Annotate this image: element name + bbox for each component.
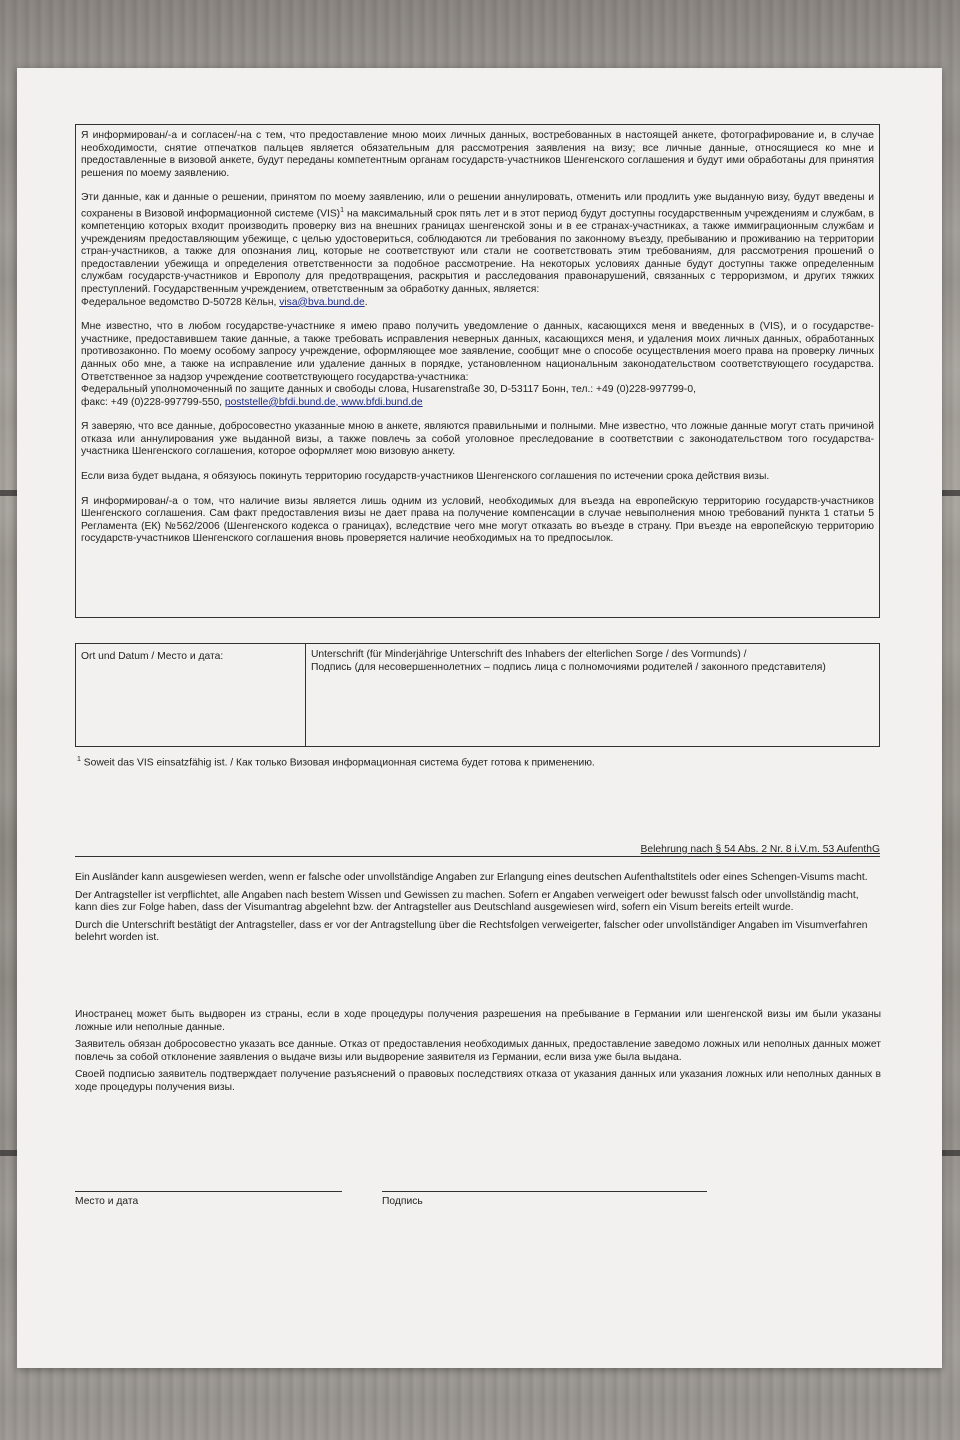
supervisor-fax-line (81, 397, 874, 410)
supervisor-fax: факс: +49 (0)228-997799-550, (81, 396, 225, 408)
authority-email-link[interactable]: visa@bva.bund.de (279, 296, 365, 308)
signature-table (75, 643, 880, 747)
place-date-label: Ort und Datum / Место и дата: (81, 651, 224, 662)
consent-paragraph-2 (81, 192, 874, 296)
signature-line[interactable] (382, 1191, 707, 1192)
document-page (17, 68, 942, 1368)
german-paragraph-3: Durch die Unterschrift bestätigt der Antragsteller, dass er vor der Antragstellung über die Rechtsfolgen verweigerter, falscher oder unvollständiger Angaben im Visumverfahren belehrt worden ist. (75, 919, 868, 944)
consent-paragraph-4: Я заверяю, что все данные, добросовестно указанные мною в анкете, являются правильными и полными. Мне известно, что ложные данные могут стать причиной отказа или аннулирования уже выданной визы, а также повлечь за собой уголовное преследование в соответствии с законодательством того государства-участника Шенгенского соглашения, которое оформляет мою визовую анкету. (81, 421, 874, 458)
consent-paragraph-6: Я информирован/-а о том, что наличие визы является лишь одним из условий, необходимых для въезда на европейскую территорию государств-участников Шенгенского соглашения. Сам факт предоставления визы не дает права на получение компенсации в случае невыполнения мною требований пункта 1 статьи 5 Регламента (ЕК) №562/2006 (Шенгенского кодекса о границах), вследствие чего мне могут отказать во въезде в страну. При въезде на европейскую территорию государств-участников Шенгенского соглашения вновь проверяется наличие необходимых на то предпосылок. (81, 495, 874, 545)
place-date-cell[interactable] (76, 644, 306, 746)
signature-cell[interactable] (306, 644, 879, 746)
signature-sign-label: Подпись (382, 1196, 423, 1207)
footnote-ref: 1 (340, 206, 345, 214)
belehrung-title: Belehrung nach § 54 Abs. 2 Nr. 8 i.V.m. 53 AufenthG (640, 844, 880, 855)
place-date-sign-label: Место и дата (75, 1196, 139, 1207)
consent-paragraph-5: Если виза будет выдана, я обязуюсь покинуть территорию государств-участников Шенгенского соглашения по истечении срока действия визы. (81, 471, 770, 483)
footnote-text: Soweit das VIS einsatzfähig ist. / Как только Визовая информационная система будет готова к применению. (80, 757, 595, 769)
consent-box (75, 124, 880, 618)
supervisor-contact: Федеральный уполномоченный по защите данных и свободы слова, Husarenstraße 30, D-53117 Бонн, тел.: +49 (0)228-997799-0, (81, 384, 696, 396)
consent-paragraph-1: Я информирован/-а и согласен/-на с тем, что предоставление мною моих личных данных, востребованных в настоящей анкете, фотографирование и, в случае необходимости, снятие отпечатков пальцев является обязательным для рассмотрения заявления на визу; все личные данные, относящиеся ко мне и предоставленные в визовой анкете, будут переданы компетентным органам государств-участников Шенгенского соглашения и будут ими обработаны для принятия решения по моему заявлению. (81, 130, 874, 179)
german-paragraph-2: Der Antragsteller ist verpflichtet, alle Angaben nach bestem Wissen und Gewissen zu machen. Sofern er Angaben verweigert oder bewusst falsch oder unvollständig macht, kann dies zur Folge haben, dass der Visumantrag abgelehnt bzw. der Antragsteller aus Deutschland ausgewiesen wird, sofern ein Visum bereits erteilt wurde. (75, 889, 859, 914)
russian-paragraph-2: Заявитель обязан добросовестно указать все данные. Отказ от предоставления необходимых данных, предоставление заведомо ложных или неполных данных может повлечь за собой отклонение заявления о выдаче визы или выдворение заявителя из Германии, если виза уже была выдана. (75, 1039, 881, 1063)
authority-line (81, 297, 874, 310)
russian-paragraph-3: Своей подписью заявитель подтверждает получение разъяснений о правовых последствиях отказа от указания данных или указания ложных или неполных данных в ходе процедуры получения визы. (75, 1069, 881, 1093)
consent-paragraph-3: Мне известно, что в любом государстве-участнике я имею право получить уведомление о данных, касающихся меня и введенных в (VIS), и о государстве-участнике, предоставившем такие данные, а также требовать исправления неверных данных, касающихся меня, и удаления моих личных данных, обработанных противозаконно. По моему особому запросу учреждение, оформляющее мое заявление, сообщит мне о способе осуществления моего права на проверку личных данных обо мне, а также на исправление или удаление данных в порядке, установленном национальным законодательством соответствующего государства. Ответственное за надзор учреждение соответствующего государства-участника: (81, 321, 874, 383)
authority-end: . (364, 296, 368, 308)
footnote-mark: 1 (77, 756, 81, 763)
place-date-line[interactable] (75, 1191, 342, 1192)
signature-label-ru: Подпись (для несовершеннолетних – подпись лица с полномочиями родителей / законного представителя) (311, 662, 826, 673)
signature-label-de: Unterschrift (für Minderjährige Unterschrift des Inhabers der elterlichen Sorge / des Vormunds) / (311, 649, 747, 660)
german-notice (75, 872, 881, 950)
german-paragraph-1: Ein Ausländer kann ausgewiesen werden, wenn er falsche oder unvollständige Angaben zur Erlangung eines deutschen Aufenthaltstitels oder eines Schengen-Visums macht. (75, 872, 868, 883)
consent-p2-text: Эти данные, как и данные о решении, принятом по моему заявлению, или о решении аннулировать, отменить или продлить уже выданную визу, будут введены и сохранены в Визовой информационной системе (VIS) (81, 192, 874, 220)
russian-paragraph-1: Иностранец может быть выдворен из страны, если в ходе процедуры получения разрешения на пребывание в Германии или шенгенской визы им были указаны ложные или неполные данные. (75, 1009, 881, 1033)
supervisor-links[interactable]: poststelle@bfdi.bund.de, www.bfdi.bund.de (224, 396, 423, 408)
authority-text: Федеральное ведомство D-50728 Кёльн, (81, 296, 280, 308)
russian-notice (75, 1009, 881, 1100)
consent-p2-text-cont: на максимальный срок пять лет и в этот период будут доступны государственным учреждениям и службам, в компетенцию которых входит производить проверку виз на внешних границах шенгенской зоны и в ее странах-участниках, а также иммиграционным службам и учреждениям предоставляющим убежище, с целью удостовериться, соблюдаются ли требования по законному въезду, пребыванию и проживанию на территории стран-участников, а также для опознания лиц, которые не соответствуют или стали не соответствовать этим требованиям, для рассмотрения прошений о предоставлении убежища и определения ответственности за подобное рассмотрение. На некоторых условиях данные будут доступны также определенным службам государств-участников и Европолу для предотвращения, раскрытия и расследования правонарушений, связанных с терроризмом, и других тяжких преступлений. Государственным учреждением, ответственным за обработку данных, является: (81, 208, 874, 295)
footnote (77, 756, 595, 768)
belehrung-heading (75, 844, 880, 857)
